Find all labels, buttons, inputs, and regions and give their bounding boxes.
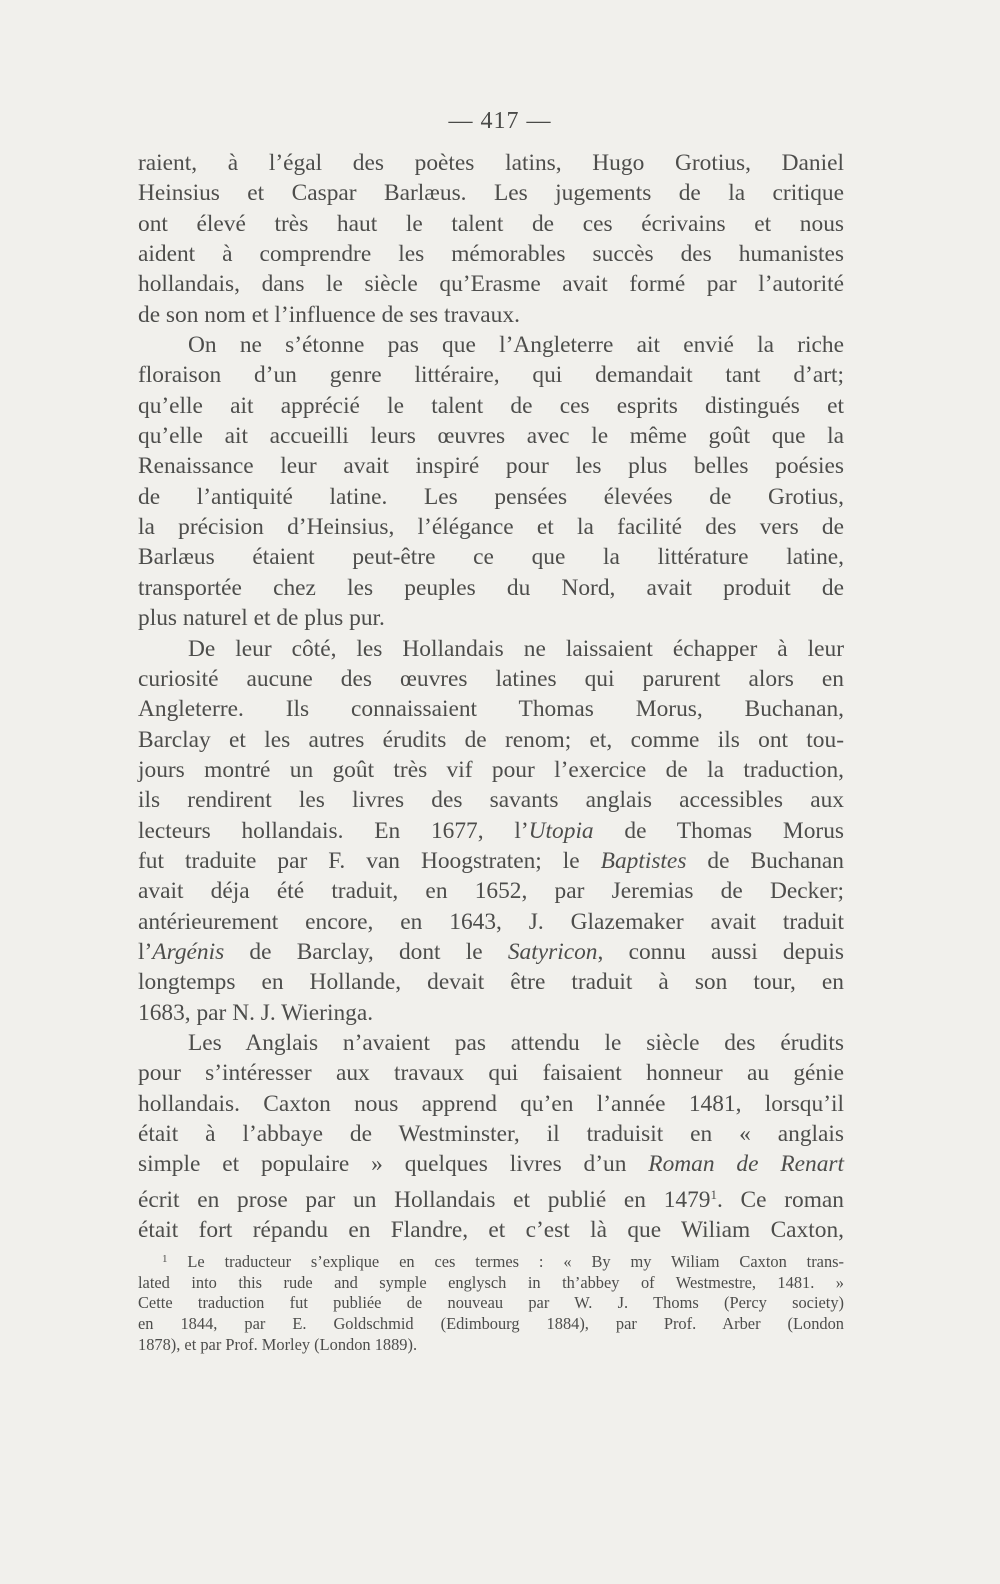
text-segment: antérieurement encore, en 1643, J. Glazemaker avait traduit [138,908,844,935]
text-segment: qu’elle ait apprécié le talent de ces esprits distingués et [138,392,844,419]
footnote-line [138,1293,844,1314]
text-line [138,512,844,542]
text-segment: de son nom et l’influence de ses travaux. [138,301,520,328]
text-line [138,300,844,330]
text-segment: était à l’abbaye de Westminster, il traduisit en « anglais [138,1121,844,1147]
text-segment: curiosité aucune des œuvres latines qui parurent alors en [138,665,844,692]
paragraph [138,1028,844,1245]
text-segment: Les Anglais n’avaient pas attendu le siècle des érudits [188,1029,844,1056]
text-segment: était fort répandu en Flandre, et c’est là que Wiliam Caxton, [138,1217,844,1244]
text-line [138,451,844,481]
text-line [138,816,844,846]
text-segment: jours montré un goût très vif pour l’exercice de la traduction, [138,756,844,783]
text-segment: On ne s’étonne pas que l’Angleterre ait envié la riche [188,332,844,359]
text-line [138,694,844,724]
text-segment: ont élevé très haut le talent de ces écrivains et nous [138,210,844,237]
footnote-text: Le traducteur s’explique en ces termes : « By my Wiliam Caxton trans- [187,1252,844,1271]
italic-title: Satyricon [507,938,598,965]
text-segment: transportée chez les peuples du Nord, avait produit de [138,574,844,601]
footnote-reference: 1 [710,1186,717,1202]
text-line [138,421,844,451]
text-line [138,391,844,421]
text-line [138,239,844,269]
italic-title: Utopia [528,817,594,844]
text-segment: . Ce roman [716,1186,844,1213]
italic-title: Roman de Renart [648,1151,845,1178]
text-line [138,755,844,785]
text-line [138,269,844,299]
paragraph [138,148,844,330]
text-line [138,178,844,208]
text-line [138,1149,844,1179]
text-line [138,482,844,512]
text-segment: raient, à l’égal des poètes latins, Hugo Grotius, Daniel [138,150,844,176]
text-line [138,573,844,603]
footnote-text: 1878), et par Prof. Morley (London 1889). [138,1334,418,1354]
text-line [138,1058,844,1088]
italic-title: Argénis [152,938,225,965]
text-segment: de l’antiquité latine. Les pensées élevées de Grotius, [138,483,844,510]
text-segment: de Thomas Morus [593,817,845,844]
text-segment: longtemps en Hollande, devait être traduit à son tour, en [138,969,844,996]
text-segment: ils rendirent les livres des savants anglais accessibles aux [138,787,844,814]
footnote [138,1249,844,1356]
text-line [138,209,844,239]
footnote-line [138,1249,844,1273]
footnote-line [138,1273,844,1294]
text-line [138,876,844,906]
text-segment: fut traduite par F. van Hoogstraten; le [138,847,601,874]
text-segment: avait déja été traduit, en 1652, par Jeremias de Decker; [138,878,844,905]
text-line [138,1089,844,1119]
text-segment: écrit en prose par un Hollandais et publié en 1479 [138,1186,711,1213]
text-segment: Barlæus étaient peut-être ce que la littérature latine, [138,544,844,571]
text-line [138,846,844,876]
footnote-text: lated into this rude and symple englysch in th’abbey of Westmestre, 1481. » [138,1272,844,1292]
footnote-text: Cette traduction fut publiée de nouveau par W. J. Thoms (Percy society) [138,1293,844,1313]
text-segment: floraison d’un genre littéraire, qui demandait tant d’art; [138,362,844,389]
text-line [138,664,844,694]
text-line [138,360,844,390]
footnote-line [138,1314,844,1335]
text-line [138,998,844,1028]
text-segment: 1683, par N. J. Wieringa. [138,999,374,1026]
footnote-line [138,1335,844,1356]
text-segment: qu’elle ait accueilli leurs œuvres avec le même goût que la [138,423,844,450]
text-segment: l’ [138,938,153,965]
footnote-text: en 1844, par E. Goldschmid (Edimbourg 1884), par Prof. Arber (London [138,1314,844,1334]
text-line [138,1215,844,1245]
text-line [138,785,844,815]
text-segment: De leur côté, les Hollandais ne laissaient échapper à leur [188,635,844,662]
text-line [138,937,844,967]
text-line [138,148,844,178]
text-segment: , connu aussi depuis [597,938,845,965]
text-segment: simple et populaire » quelques livres d’un [138,1151,649,1178]
text-segment: aident à comprendre les mémorables succès des humanistes [138,241,844,268]
text-segment: Renaissance leur avait inspiré pour les plus belles poésies [138,453,844,480]
text-line [138,1028,844,1058]
text-segment: hollandais, dans le siècle qu’Erasme avait formé par l’autorité [138,271,844,298]
text-segment: pour s’intéresser aux travaux qui faisaient honneur au génie [138,1060,844,1087]
text-line [138,967,844,997]
text-segment: lecteurs hollandais. En 1677, l’ [138,817,529,844]
text-segment: hollandais. Caxton nous apprend qu’en l’année 1481, lorsqu’il [138,1090,844,1117]
text-line [138,907,844,937]
text-segment: de Buchanan [686,847,844,874]
text-line [138,725,844,755]
text-segment: la précision d’Heinsius, l’élégance et la facilité des vers de [138,514,844,541]
page-number: — 417 — [448,108,552,134]
text-segment: Angleterre. Ils connaissaient Thomas Morus, Buchanan, [138,696,844,723]
footnote-marker: 1 [162,1253,168,1265]
text-line [138,634,844,664]
text-segment: plus naturel et de plus pur. [138,605,385,632]
text-line [138,603,844,633]
text-line [138,1180,844,1215]
body-text [138,148,844,1245]
italic-title: Baptistes [600,847,687,874]
text-line [138,330,844,360]
text-segment: de Barclay, dont le [224,938,508,965]
text-segment: Heinsius et Caspar Barlæus. Les jugements de la critique [138,180,844,207]
text-line [138,542,844,572]
paragraph [138,330,844,633]
text-line [138,1119,844,1149]
paragraph [138,634,844,1028]
text-segment: Barclay et les autres érudits de renom; et, comme ils ont tou- [138,726,844,753]
